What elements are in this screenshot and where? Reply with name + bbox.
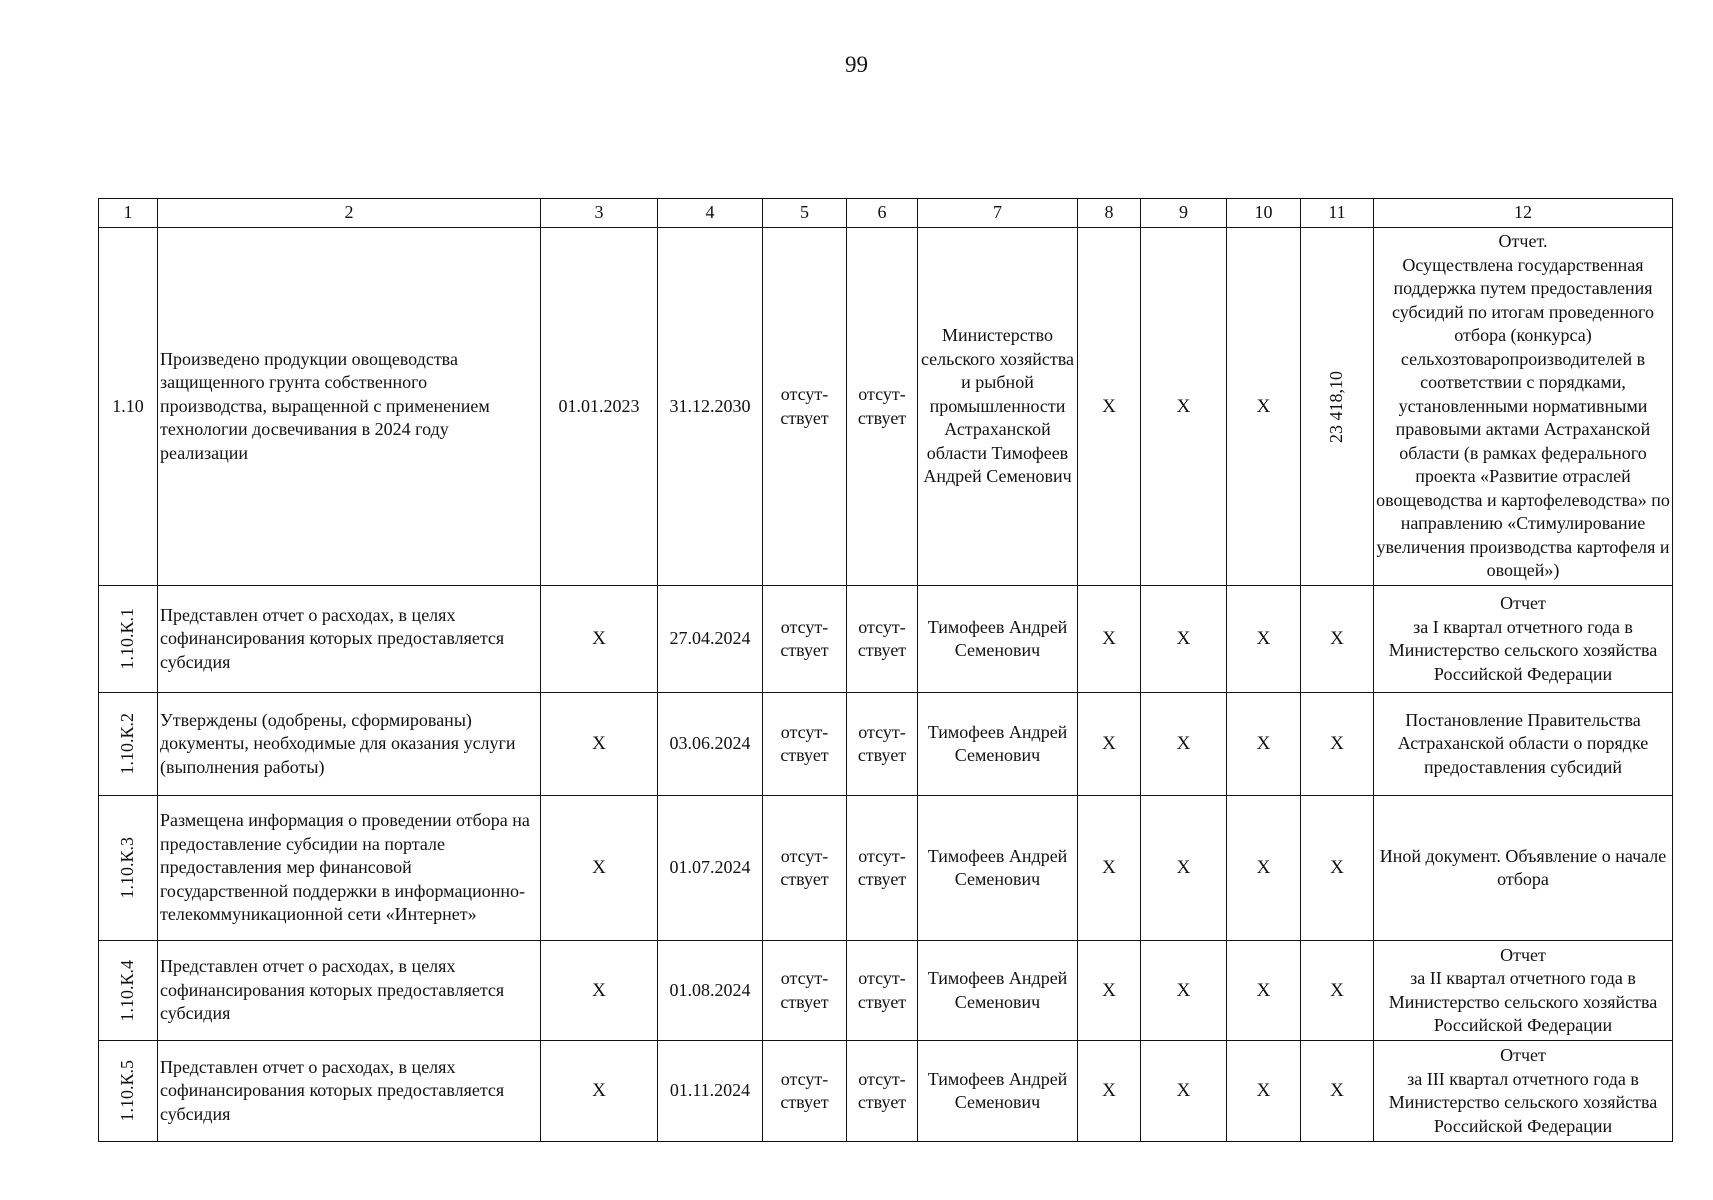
row-number [99, 586, 158, 693]
col10-value: X [1227, 1041, 1301, 1142]
responsible: Тимофеев Андрей Семенович [918, 796, 1078, 941]
col11-value-text: 23 418,10 [1326, 370, 1347, 443]
row-description: Представлен отчет о расходах, в целях софинансирования которых предоставляется субсидия [158, 586, 541, 693]
col5-value: отсут-ствует [763, 693, 847, 796]
row-number [99, 796, 158, 941]
col9-value: X [1141, 941, 1227, 1041]
row-number-text: 1.10.К.1 [117, 608, 138, 670]
result-text: за II квартал отчетного года в Министерство сельского хозяйства Российской Федерации [1388, 968, 1658, 1035]
start-date: X [541, 693, 658, 796]
table-row [99, 941, 1673, 1041]
col-header: 2 [158, 199, 541, 228]
col11-value [1301, 228, 1374, 586]
responsible: Тимофеев Андрей Семенович [918, 941, 1078, 1041]
start-date: X [541, 1041, 658, 1142]
col9-value: X [1141, 796, 1227, 941]
col-header: 9 [1141, 199, 1227, 228]
col8-value: X [1078, 796, 1141, 941]
col8-value: X [1078, 1041, 1141, 1142]
start-date: X [541, 586, 658, 693]
end-date: 01.07.2024 [658, 796, 763, 941]
page-number: 99 [845, 52, 868, 77]
col10-value: X [1227, 228, 1301, 586]
end-date: 31.12.2030 [658, 228, 763, 586]
col9-value: X [1141, 586, 1227, 693]
col8-value: X [1078, 586, 1141, 693]
row-number-text: 1.10.К.4 [117, 959, 138, 1022]
col10-value: X [1227, 693, 1301, 796]
col-header: 1 [99, 199, 158, 228]
end-date: 27.04.2024 [658, 586, 763, 693]
row-description: Утверждены (одобрены, сформированы) документы, необходимые для оказания услуги (выполнения работы) [158, 693, 541, 796]
result-cell [1374, 228, 1673, 586]
col10-value: X [1227, 586, 1301, 693]
row-number-text: 1.10.К.3 [117, 837, 138, 899]
col-header: 4 [658, 199, 763, 228]
start-date: X [541, 941, 658, 1041]
row-number: 1.10 [99, 228, 158, 586]
responsible: Тимофеев Андрей Семенович [918, 1041, 1078, 1142]
col5-value: отсут-ствует [763, 941, 847, 1041]
col11-value: X [1301, 796, 1374, 941]
col5-value: отсут-ствует [763, 228, 847, 586]
col8-value: X [1078, 693, 1141, 796]
col6-value: отсут-ствует [847, 586, 918, 693]
col5-value: отсут-ствует [763, 1041, 847, 1142]
col6-value: отсут-ствует [847, 693, 918, 796]
responsible: Тимофеев Андрей Семенович [918, 586, 1078, 693]
result-text: за I квартал отчетного года в Министерство сельского хозяйства Российской Федерации [1388, 616, 1658, 684]
row-number-text: 1.10.К.2 [117, 713, 138, 775]
start-date: X [541, 796, 658, 941]
col-header: 6 [847, 199, 918, 228]
col11-value: X [1301, 1041, 1374, 1142]
table-row [99, 693, 1673, 796]
result-cell [1374, 941, 1673, 1041]
result-cell [1374, 796, 1673, 941]
row-description: Представлен отчет о расходах, в целях софинансирования которых предоставляется субсидия [158, 941, 541, 1041]
col9-value: X [1141, 693, 1227, 796]
table-row [99, 1041, 1673, 1142]
row-number [99, 941, 158, 1041]
col9-value: X [1141, 1041, 1227, 1142]
result-text: Постановление Правительства Астраханской области о порядке предоставления субсидий [1397, 709, 1649, 777]
result-cell [1374, 1041, 1673, 1142]
results-table [98, 198, 1673, 1142]
table-row [99, 586, 1673, 693]
col8-value: X [1078, 941, 1141, 1041]
result-text: Иной документ. Объявление о начале отбора [1379, 845, 1667, 889]
col11-value: X [1301, 693, 1374, 796]
col8-value: X [1078, 228, 1141, 586]
row-description: Представлен отчет о расходах, в целях софинансирования которых предоставляется субсидия [158, 1041, 541, 1142]
row-description: Произведено продукции овощеводства защищенного грунта собственного производства, выращенной с применением технологии досвечивания в 2024 году реализации [158, 228, 541, 586]
result-cell [1374, 586, 1673, 693]
result-text: за III квартал отчетного года в Министерство сельского хозяйства Российской Федерации [1388, 1068, 1658, 1136]
col-header: 8 [1078, 199, 1141, 228]
table-row [99, 796, 1673, 941]
col10-value: X [1227, 796, 1301, 941]
result-header: Отчет [1500, 593, 1546, 613]
end-date: 01.11.2024 [658, 1041, 763, 1142]
col11-value: X [1301, 586, 1374, 693]
col5-value: отсут-ствует [763, 796, 847, 941]
col6-value: отсут-ствует [847, 1041, 918, 1142]
col-header: 7 [918, 199, 1078, 228]
table-row [99, 228, 1673, 586]
col10-value: X [1227, 941, 1301, 1041]
col-header: 12 [1374, 199, 1673, 228]
column-number-row [99, 199, 1673, 228]
result-cell [1374, 693, 1673, 796]
col6-value: отсут-ствует [847, 796, 918, 941]
col11-value: X [1301, 941, 1374, 1041]
col-header: 10 [1227, 199, 1301, 228]
end-date: 01.08.2024 [658, 941, 763, 1041]
row-description: Размещена информация о проведении отбора на предоставление субсидии на портале предоставления мер финансовой государственной поддержки в информационно-телекоммуникационной сети «Интернет» [158, 796, 541, 941]
col-header: 5 [763, 199, 847, 228]
row-number [99, 693, 158, 796]
responsible: Министерство сельского хозяйства и рыбной промышленности Астраханской области Тимофеев Андрей Семенович [918, 228, 1078, 586]
start-date: 01.01.2023 [541, 228, 658, 586]
result-header: Отчет. [1498, 231, 1548, 252]
col6-value: отсут-ствует [847, 941, 918, 1041]
responsible: Тимофеев Андрей Семенович [918, 693, 1078, 796]
col-header: 3 [541, 199, 658, 228]
result-header: Отчет [1500, 1045, 1546, 1065]
end-date: 03.06.2024 [658, 693, 763, 796]
result-text: Осуществлена государственная поддержка путем предоставления субсидий по итогам проведенного отбора (конкурса) сельхозтоваропроизводителей в соответствии с порядками, установленными нормативными правовыми актами Астраханской области (в рамках федерального проекта «Развитие отраслей овощеводства и картофелеводства» по направлению «Стимулирование увеличения производства картофеля и овощей») [1376, 254, 1670, 581]
row-number [99, 1041, 158, 1142]
col9-value: X [1141, 228, 1227, 586]
row-number-text: 1.10.К.5 [117, 1060, 138, 1122]
col5-value: отсут-ствует [763, 586, 847, 693]
col6-value: отсут-ствует [847, 228, 918, 586]
col-header: 11 [1301, 199, 1374, 228]
result-header: Отчет [1500, 944, 1546, 965]
